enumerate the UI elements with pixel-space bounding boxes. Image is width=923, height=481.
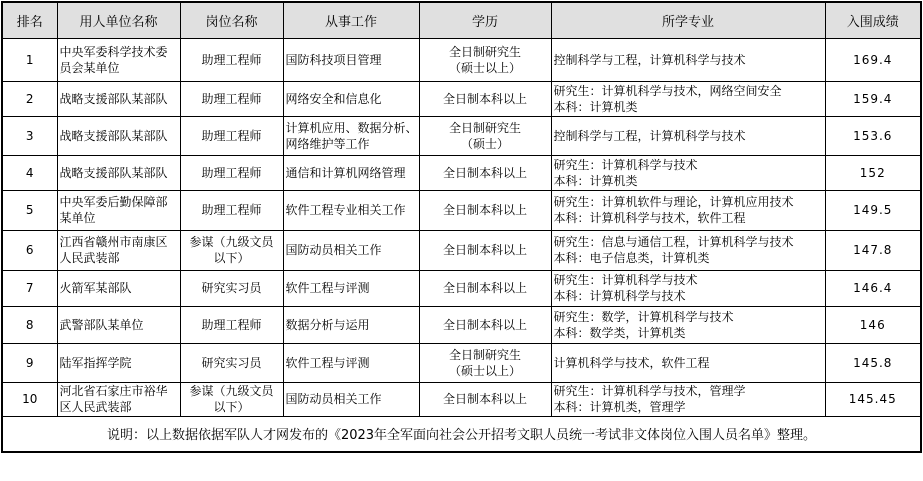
cell-line: 全日制本科以上 [442, 243, 527, 257]
cell-line: 国防动员相关工作 [285, 243, 382, 257]
cell-score [825, 230, 921, 270]
cell-position [180, 270, 283, 306]
cell-work [283, 270, 419, 306]
table-row-5 [2, 190, 921, 230]
cell-work [283, 155, 419, 190]
cell-position [180, 343, 283, 382]
cell-line: 7 [25, 281, 34, 295]
cell-score [825, 38, 921, 81]
table-row-9 [2, 343, 921, 382]
cell-line: 研究实习员 [201, 281, 262, 295]
column-header-rank: 排名 [2, 2, 57, 38]
cell-line: 149.5 [853, 203, 893, 217]
cell-major [551, 306, 825, 343]
table-row-8 [2, 306, 921, 343]
cell-line: （硕士以上） [448, 60, 521, 75]
cell-line: 控制科学与工程，计算机科学与技术 [553, 52, 746, 67]
cell-line: 软件工程与评测 [285, 281, 370, 295]
cell-position [180, 81, 283, 116]
cell-line: 国防科技项目管理 [285, 52, 382, 67]
cell-line: 软件工程与评测 [285, 355, 370, 370]
cell-line: 9 [25, 355, 34, 370]
column-header-work: 从事工作 [283, 2, 419, 38]
cell-line: 网络维护等工作 [285, 136, 370, 151]
cell-line: 169.4 [853, 52, 893, 67]
table-row-1 [2, 38, 921, 81]
cell-line: 中央军委后勤保障部 [59, 195, 168, 209]
cell-line: 8 [25, 317, 34, 332]
column-header-major: 所学专业 [551, 2, 825, 38]
cell-line: 2 [25, 91, 34, 106]
cell-line: 助理工程师 [201, 52, 262, 67]
cell-line: 本科：计算机科学与技术 [553, 289, 686, 303]
cell-education [419, 155, 551, 190]
cell-line: 以下） [213, 251, 250, 265]
cell-line: 数据分析与运用 [285, 317, 370, 332]
cell-major [551, 155, 825, 190]
cell-line: 3 [25, 128, 34, 143]
table-header [2, 2, 921, 38]
footnote-row [2, 416, 921, 452]
cell-line: 助理工程师 [201, 165, 262, 180]
cell-line: 146 [859, 317, 886, 332]
cell-line: 网络安全和信息化 [285, 91, 382, 106]
table-row-4 [2, 155, 921, 190]
cell-line: 本科：电子信息类，计算机类 [553, 251, 710, 265]
cell-line: 研究生：计算机科学与技术 [553, 157, 698, 172]
cell-line: 10 [22, 392, 38, 406]
cell-education [419, 116, 551, 155]
cell-line: 研究生：计算机科学与技术，管理学 [553, 384, 746, 398]
cell-score [825, 270, 921, 306]
cell-work [283, 306, 419, 343]
cell-line: 战略支援部队某部队 [59, 91, 168, 106]
cell-major [551, 343, 825, 382]
cell-education [419, 230, 551, 270]
cell-rank [2, 306, 57, 343]
cell-line: 以下） [213, 400, 250, 414]
cell-line: 5 [25, 203, 34, 217]
cell-line: 本科：计算机类，管理学 [553, 400, 686, 414]
cell-position [180, 382, 283, 416]
cell-line: 研究生：计算机科学与技术，网络空间安全 [553, 83, 782, 98]
cell-education [419, 270, 551, 306]
cell-line: 本科：计算机类 [553, 99, 638, 114]
table-row-10 [2, 382, 921, 416]
cell-line: 本科：数学类，计算机类 [553, 325, 686, 340]
cell-score [825, 343, 921, 382]
cell-line: 研究生：数学，计算机科学与技术 [553, 309, 734, 324]
cell-line: 全日制本科以上 [442, 281, 527, 295]
cell-score [825, 116, 921, 155]
cell-line: （硕士） [460, 136, 509, 151]
cell-employer [57, 306, 180, 343]
cell-work [283, 190, 419, 230]
cell-line: 6 [25, 243, 34, 257]
cell-line: （硕士以上） [448, 363, 521, 378]
cell-line: 研究生：计算机科学与技术 [553, 273, 698, 287]
cell-line: 全日制本科以上 [442, 165, 527, 180]
cell-rank [2, 230, 57, 270]
cell-employer [57, 38, 180, 81]
cell-rank [2, 382, 57, 416]
cell-education [419, 38, 551, 81]
cell-work [283, 81, 419, 116]
cell-line: 研究实习员 [201, 355, 262, 370]
cell-line: 江西省赣州市南康区 [59, 235, 168, 249]
cell-work [283, 343, 419, 382]
cell-employer [57, 190, 180, 230]
cell-line: 147.8 [853, 243, 893, 257]
cell-rank [2, 155, 57, 190]
cell-major [551, 116, 825, 155]
cell-score [825, 81, 921, 116]
cell-line: 全日制研究生 [448, 347, 521, 362]
cell-line: 助理工程师 [201, 128, 262, 143]
cell-education [419, 343, 551, 382]
cell-major [551, 190, 825, 230]
cell-line: 战略支援部队某部队 [59, 128, 168, 143]
cell-line: 研究生：信息与通信工程，计算机科学与技术 [553, 235, 794, 249]
cell-employer [57, 116, 180, 155]
cell-rank [2, 270, 57, 306]
cell-line: 4 [25, 165, 34, 180]
shortlist-table [1, 1, 922, 453]
cell-employer [57, 343, 180, 382]
cell-line: 员会某单位 [59, 60, 120, 75]
cell-line: 全日制本科以上 [442, 392, 527, 406]
cell-line: 研究生：计算机软件与理论，计算机应用技术 [553, 195, 794, 209]
cell-line: 助理工程师 [201, 203, 262, 217]
cell-line: 助理工程师 [201, 91, 262, 106]
cell-line: 全日制本科以上 [442, 317, 527, 332]
cell-score [825, 306, 921, 343]
cell-line: 本科：计算机类 [553, 173, 638, 188]
cell-employer [57, 230, 180, 270]
cell-line: 助理工程师 [201, 317, 262, 332]
cell-work [283, 382, 419, 416]
table-row-7 [2, 270, 921, 306]
table-body [2, 38, 921, 416]
cell-employer [57, 155, 180, 190]
cell-line: 计算机应用、数据分析、 [285, 120, 418, 135]
cell-line: 区人民武装部 [59, 400, 132, 414]
table-row-3 [2, 116, 921, 155]
cell-line: 控制科学与工程，计算机科学与技术 [553, 128, 746, 143]
cell-position [180, 116, 283, 155]
cell-line: 中央军委科学技术委 [59, 44, 168, 59]
column-header-score: 入围成绩 [825, 2, 921, 38]
cell-education [419, 190, 551, 230]
cell-line: 159.4 [853, 91, 893, 106]
cell-major [551, 230, 825, 270]
cell-line: 某单位 [59, 211, 96, 225]
cell-education [419, 382, 551, 416]
cell-line: 陆军指挥学院 [59, 355, 132, 370]
cell-line: 145.8 [853, 355, 893, 370]
cell-line: 153.6 [853, 128, 893, 143]
cell-work [283, 38, 419, 81]
cell-work [283, 230, 419, 270]
cell-major [551, 382, 825, 416]
cell-score [825, 190, 921, 230]
cell-line: 战略支援部队某部队 [59, 165, 168, 180]
table-row-6 [2, 230, 921, 270]
cell-major [551, 270, 825, 306]
cell-position [180, 155, 283, 190]
cell-line: 武警部队某单位 [59, 317, 144, 332]
cell-major [551, 81, 825, 116]
cell-line: 全日制本科以上 [442, 91, 527, 106]
cell-work [283, 116, 419, 155]
cell-line: 通信和计算机网络管理 [285, 165, 406, 180]
cell-position [180, 190, 283, 230]
table-row-2 [2, 81, 921, 116]
cell-rank [2, 116, 57, 155]
cell-education [419, 306, 551, 343]
column-header-education: 学历 [419, 2, 551, 38]
column-header-employer: 用人单位名称 [57, 2, 180, 38]
cell-line: 人民武装部 [59, 251, 120, 265]
cell-major [551, 38, 825, 81]
footnote-text: 说明：以上数据依据军队人才网发布的《2023年全军面向社会公开招考文职人员统一考试非文体岗位入围人员名单》整理。 [2, 416, 921, 452]
column-header-position: 岗位名称 [180, 2, 283, 38]
cell-line: 146.4 [853, 281, 893, 295]
cell-employer [57, 382, 180, 416]
cell-line: 全日制研究生 [448, 44, 521, 59]
cell-line: 本科：计算机科学与技术，软件工程 [553, 211, 746, 225]
cell-position [180, 38, 283, 81]
cell-score [825, 382, 921, 416]
cell-line: 火箭军某部队 [59, 281, 132, 295]
cell-employer [57, 270, 180, 306]
cell-score [825, 155, 921, 190]
cell-line: 1 [25, 52, 34, 67]
cell-employer [57, 81, 180, 116]
cell-line: 全日制研究生 [448, 120, 521, 135]
cell-line: 国防动员相关工作 [285, 392, 382, 406]
cell-rank [2, 190, 57, 230]
cell-position [180, 230, 283, 270]
cell-education [419, 81, 551, 116]
cell-line: 参谋（九级文员 [189, 235, 274, 249]
cell-line: 145.45 [848, 392, 897, 406]
header-row [2, 2, 921, 38]
cell-line: 软件工程专业相关工作 [285, 203, 406, 217]
cell-line: 全日制本科以上 [442, 203, 527, 217]
cell-rank [2, 343, 57, 382]
cell-line: 参谋（九级文员 [189, 384, 274, 398]
cell-line: 河北省石家庄市裕华 [59, 384, 168, 398]
cell-line: 计算机科学与技术，软件工程 [553, 355, 710, 370]
cell-rank [2, 38, 57, 81]
cell-position [180, 306, 283, 343]
cell-rank [2, 81, 57, 116]
cell-line: 152 [859, 165, 886, 180]
